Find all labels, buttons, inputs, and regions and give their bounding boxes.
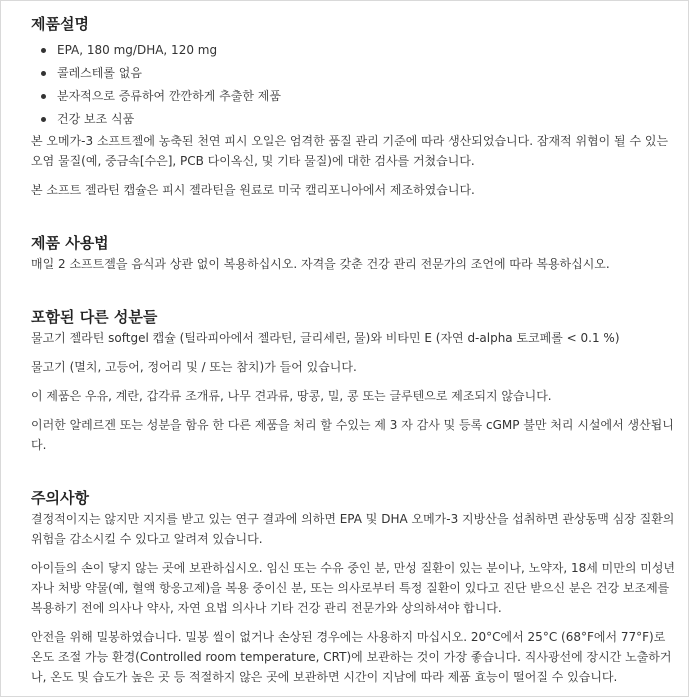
description-section (31, 13, 679, 200)
bullet-text: 콜레스테롤 없음 (57, 66, 142, 80)
bullet-item (41, 39, 679, 62)
bullet-text: 분자적으로 증류하여 깐깐하게 추출한 제품 (57, 89, 281, 103)
warnings-section (31, 487, 679, 687)
bullet-text: EPA, 180 mg/DHA, 120 mg (57, 43, 218, 57)
usage-paragraph: 매일 2 소프트젤을 음식과 상관 없이 복용하십시오. 자격을 갖춘 건강 관리 전문가의 조언에 따라 복용하십시오. (31, 257, 610, 271)
ingredients-paragraph: 물고기 젤라틴 softgel 캡슐 (틸라피아에서 젤라틴, 글리세린, 물)와 비타민 E (자연 d-alpha 토코페롤 < 0.1 %) (31, 331, 620, 345)
product-info-content (31, 13, 679, 687)
other-ingredients-heading: 포함된 다른 성분들 (31, 308, 158, 326)
bullet-dot-icon (41, 117, 46, 122)
description-bullet-list (31, 39, 679, 131)
warnings-paragraph: 결정적이지는 않지만 지지를 받고 있는 연구 결과에 의하면 EPA 및 DHA 오메가-3 지방산을 섭취하면 관상동맥 심장 질환의 위험을 감소시킬 수 있다고 알려져 있습니다. (31, 512, 675, 546)
allergen-paragraph: 이 제품은 우유, 계란, 갑각류 조개류, 나무 견과류, 땅콩, 밀, 콩 또는 글루텐으로 제조되지 않습니다. (31, 389, 552, 403)
warnings-paragraph: 안전을 위해 밀봉하였습니다. 밀봉 씰이 없거나 손상된 경우에는 사용하지 마십시오. 20°C에서 25°C (68°F에서 77°F)로 온도 조절 가능 환경(Controlled room temperature, CRT)에 보관하는 것이 가장 좋습니다. 직사광선에 장시간 노출하거나, 온도 및 습도가 높은 곳 등 적절하지 않은 곳에 보관하면 시간이 지남에 따라 제품 효능이 떨어질 수 있습니다. (31, 630, 672, 684)
bullet-text: 건강 보조 식품 (57, 112, 135, 126)
bullet-dot-icon (41, 71, 46, 76)
description-paragraph: 본 오메가-3 소프트젤에 농축된 천연 피시 오일은 엄격한 품질 관리 기준에 따라 생산되었습니다. 잠재적 위협이 될 수 있는 오염 물질(예, 중금속[수은], PCB 다이옥신, 및 기타 물질)에 대한 검사를 거쳤습니다. (31, 134, 669, 168)
bullet-item (41, 85, 679, 108)
bullet-dot-icon (41, 94, 46, 99)
other-ingredients-section (31, 306, 679, 455)
bullet-dot-icon (41, 48, 46, 53)
warnings-paragraph: 아이들의 손이 닿지 않는 곳에 보관하십시오. 임신 또는 수유 중인 분, 만성 질환이 있는 분이나, 노약자, 18세 미만의 미성년자나 처방 약물(예, 혈액 항응고제)을 복용 중이신 분, 또는 의사로부터 특정 질환이 있다고 진단 받으신 분은 건강 보조제를 복용하기 전에 의사나 약사, 자연 요법 의사나 기타 건강 관리 전문가와 상의하셔야 합니다. (31, 561, 676, 615)
usage-heading: 제품 사용법 (31, 234, 109, 252)
usage-section (31, 232, 679, 274)
warnings-heading: 주의사항 (31, 489, 89, 507)
bullet-item (41, 108, 679, 131)
description-heading: 제품설명 (31, 15, 89, 33)
facility-paragraph: 이러한 알레르겐 또는 성분을 함유 한 다른 제품을 처리 할 수있는 제 3 자 감사 및 등록 cGMP 불만 처리 시설에서 생산됩니다. (31, 418, 674, 452)
description-paragraph: 본 소프트 젤라틴 캡슐은 피시 젤라틴을 원료로 미국 캘리포니아에서 제조하였습니다. (31, 183, 475, 197)
ingredients-paragraph: 물고기 (멸치, 고등어, 정어리 및 / 또는 참치)가 들어 있습니다. (31, 360, 357, 374)
bullet-item (41, 62, 679, 85)
